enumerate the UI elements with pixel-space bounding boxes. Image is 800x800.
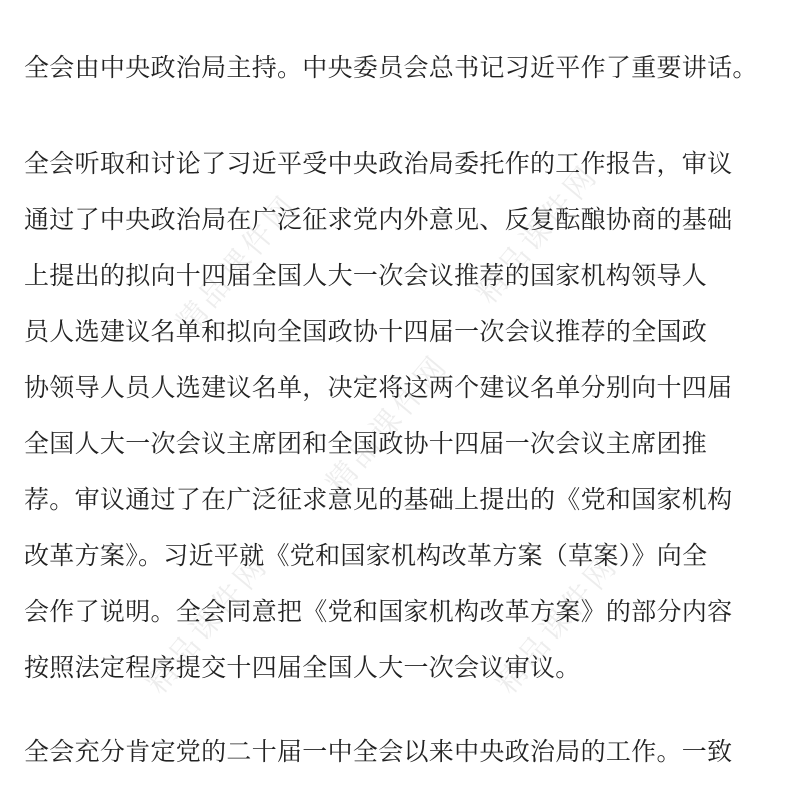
paragraph-2-line: 通过了中央政治局在广泛征求党内外意见、反复酝酿协商的基础 — [24, 205, 733, 234]
paragraph-2-line: 协领导人员人选建议名单，决定将这两个建议名单分别向十四届 — [24, 373, 733, 402]
paragraph-1-line: 全会由中央政治局主持。中央委员会总书记习近平作了重要讲话。 — [24, 53, 758, 82]
paragraph-2-line: 全会听取和讨论了习近平受中央政治局委托作的工作报告，审议 — [24, 149, 733, 178]
paragraph-2-line: 荐。审议通过了在广泛征求意见的基础上提出的《党和国家机构 — [24, 485, 733, 514]
watermark: 精品课件网 — [139, 547, 276, 701]
watermark: 精品课件网 — [469, 157, 606, 311]
paragraph-2-line: 全国人大一次会议主席团和全国政协十四届一次会议主席团推 — [24, 429, 708, 458]
paragraph-2-line: 员人选建议名单和拟向全国政协十四届一次会议推荐的全国政 — [24, 317, 708, 346]
paragraph-2-line: 改革方案》。习近平就《党和国家机构改革方案（草案）》向全 — [24, 541, 708, 570]
paragraph-2-line: 按照法定程序提交十四届全国人大一次会议审议。 — [24, 653, 581, 682]
paragraph-2-line: 上提出的拟向十四届全国人大一次会议推荐的国家机构领导人 — [24, 261, 708, 290]
watermark: 精品课件网 — [489, 547, 626, 701]
paragraph-3-line: 全会充分肯定党的二十届一中全会以来中央政治局的工作。一致 — [24, 737, 733, 766]
paragraph-2-line: 会作了说明。全会同意把《党和国家机构改革方案》的部分内容 — [24, 597, 733, 626]
watermark: 精品课件网 — [319, 347, 456, 501]
watermark: 精品课件网 — [169, 187, 306, 341]
